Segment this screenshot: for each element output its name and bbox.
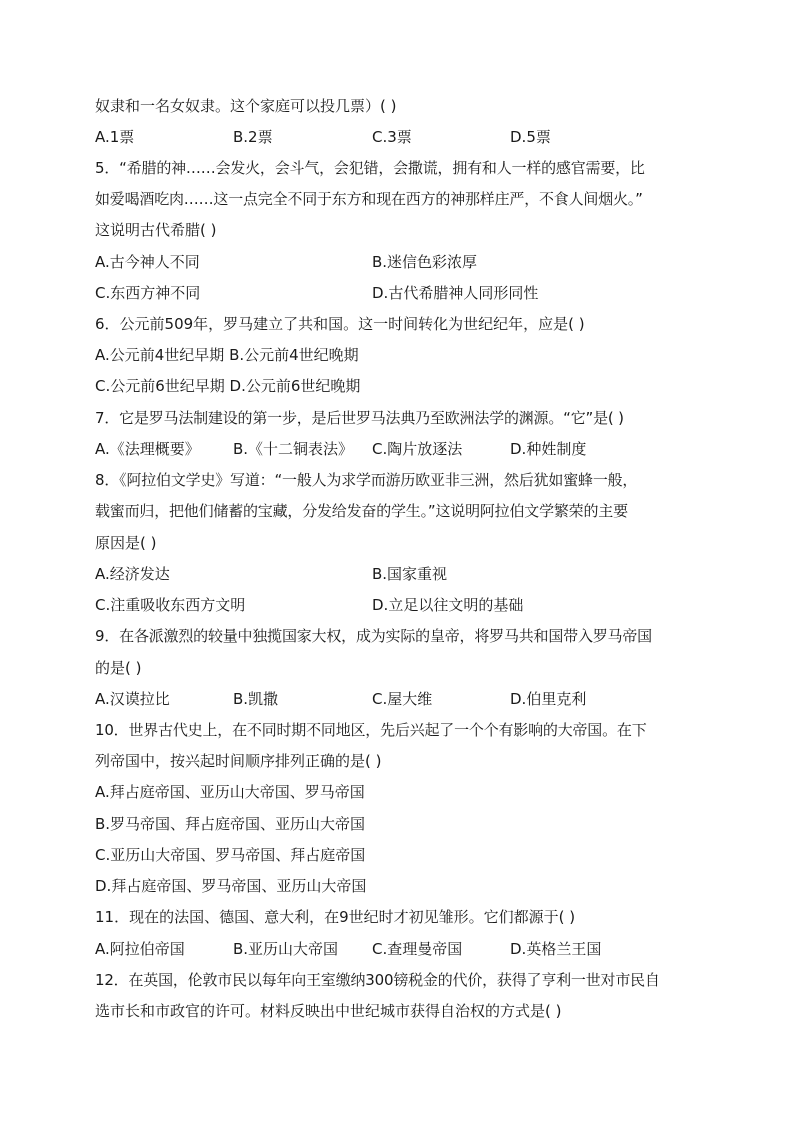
q8-option-a: A.经济发达: [95, 565, 170, 583]
q10-option-a: A.拜占庭帝国、亚历山大帝国、罗马帝国: [95, 783, 365, 801]
q5-option-c: C.东西方神不同: [95, 284, 201, 302]
q6-stem-line-1: 6．公元前509年，罗马建立了共和国。这一时间转化为世纪纪年，应是( ): [95, 315, 585, 333]
q12-stem-line-1: 12．在英国，伦敦市民以每年向王室缴纳300镑税金的代价，获得了亨利一世对市民自: [95, 971, 660, 989]
q6-options-row-2: C.公元前6世纪早期 D.公元前6世纪晚期: [95, 377, 361, 395]
q5-stem-line-3: 这说明古代希腊( ): [95, 221, 217, 239]
q9-option-a: A.汉谟拉比: [95, 690, 170, 708]
q4-option-a: A.1票: [95, 128, 135, 146]
q12-stem-line-2: 选市长和市政官的许可。材料反映出中世纪城市获得自治权的方式是( ): [95, 1002, 562, 1020]
q10-option-d: D.拜占庭帝国、罗马帝国、亚历山大帝国: [95, 877, 367, 895]
q7-option-c: C.陶片放逐法: [372, 440, 463, 458]
q8-option-b: B.国家重视: [372, 565, 448, 583]
q5-option-d: D.古代希腊神人同形同性: [372, 284, 539, 302]
q5-option-b: B.迷信色彩浓厚: [372, 253, 478, 271]
q4-option-d: D.5票: [510, 128, 551, 146]
q7-stem-line-1: 7．它是罗马法制建设的第一步，是后世罗马法典乃至欧洲法学的渊源。“它”是( ): [95, 409, 624, 427]
q6-options-row-1: A.公元前4世纪早期 B.公元前4世纪晚期: [95, 346, 359, 364]
q5-option-a: A.古今神人不同: [95, 253, 200, 271]
q5-stem-line-1: 5．“希腊的神……会发火，会斗气，会犯错，会撒谎，拥有和人一样的感官需要，比: [95, 159, 645, 177]
q8-option-d: D.立足以往文明的基础: [372, 596, 524, 614]
q11-option-a: A.阿拉伯帝国: [95, 940, 185, 958]
q4-option-c: C.3票: [372, 128, 412, 146]
q8-option-c: C.注重吸收东西方文明: [95, 596, 246, 614]
q4-option-b: B.2票: [233, 128, 273, 146]
q9-stem-line-2: 的是( ): [95, 659, 142, 677]
q10-option-b: B.罗马帝国、拜占庭帝国、亚历山大帝国: [95, 815, 366, 833]
q11-option-c: C.查理曼帝国: [372, 940, 463, 958]
q9-option-d: D.伯里克利: [510, 690, 587, 708]
q8-stem-line-2: 载蜜而归，把他们储蓄的宝藏，分发给发奋的学生。”这说明阿拉伯文学繁荣的主要: [95, 502, 628, 520]
question-4-stem-tail: 奴隶和一名女奴隶。这个家庭可以投几票）( ): [95, 97, 397, 115]
q9-option-c: C.屋大维: [372, 690, 433, 708]
q11-option-d: D.英格兰王国: [510, 940, 602, 958]
q9-option-b: B.凯撒: [233, 690, 279, 708]
q8-stem-line-1: 8．《阿拉伯文学史》写道：“一般人为求学而游历欧亚非三洲，然后犹如蜜蜂一般，: [95, 471, 638, 489]
q10-stem-line-2: 列帝国中，按兴起时间顺序排列正确的是( ): [95, 752, 382, 770]
q10-option-c: C.亚历山大帝国、罗马帝国、拜占庭帝国: [95, 846, 366, 864]
q10-stem-line-1: 10．世界古代史上，在不同时期不同地区，先后兴起了一个个有影响的大帝国。在下: [95, 721, 647, 739]
q5-stem-line-2: 如爱喝酒吃肉……这一点完全不同于东方和现在西方的神那样庄严，不食人间烟火。”: [95, 190, 643, 208]
q11-option-b: B.亚历山大帝国: [233, 940, 339, 958]
q8-stem-line-3: 原因是( ): [95, 534, 157, 552]
q7-option-d: D.种姓制度: [510, 440, 587, 458]
q7-option-b: B.《十二铜表法》: [233, 440, 354, 458]
q7-option-a: A.《法理概要》: [95, 440, 200, 458]
q9-stem-line-1: 9．在各派激烈的较量中独揽国家大权，成为实际的皇帝，将罗马共和国带入罗马帝国: [95, 627, 652, 645]
q11-stem-line-1: 11．现在的法国、德国、意大利，在9世纪时才初见雏形。它们都源于( ): [95, 908, 576, 926]
